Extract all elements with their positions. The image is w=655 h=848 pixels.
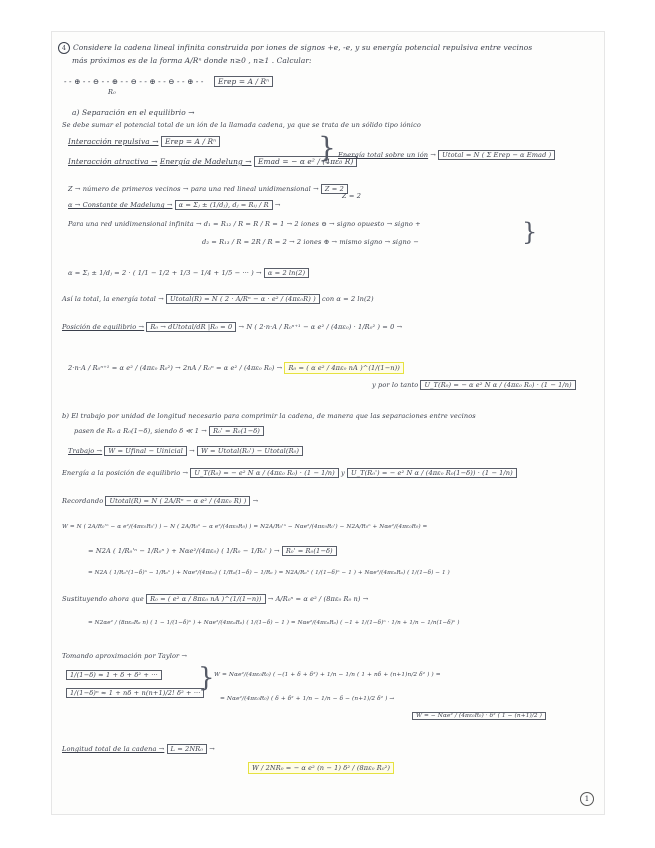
work-expansion-3: = N2A ( 1/R₀ⁿ(1−δ)ⁿ − 1/R₀ⁿ ) + Nαe²/(4πε₀) ( 1/R₀(1−δ) − 1/R₀ ) = N2A/R₀ⁿ ( 1/(1−δ)ⁿ − 1 ) + Nαe²/(4πε₀R₀) ( 1/(1−δ) − 1 ) (88, 570, 450, 576)
work-expansion-4: = N2αe² / (8πε₀R₀ n) ( 1 − 1/(1−δ)ⁿ ) + Nαe²/(4πε₀R₀) ( 1/(1−δ) − 1 ) = Nαe²/(4πε₀R₀) ( −1 + 1/(1−δ)ⁿ · 1/n + 1/n − 1/n(1−δ)ⁿ ) (88, 620, 460, 626)
work-expansion-2-box: R₀' = R₀(1−δ) (282, 546, 337, 556)
work-box: W = Ufinal − Uinicial (104, 446, 187, 456)
work-taylor-2: = Nαe²/(4πε₀R₀) ( δ + δ² + 1/n − 1/n − δ − (n+1)/2 δ² ) → (220, 696, 395, 702)
length-line: Longitud total de la cadena → L = 2NR₀ → (62, 745, 215, 753)
alpha-note: Z = 2 (342, 192, 361, 200)
problem-statement-line-2: más próximos es de la forma A/Rⁿ donde n≥0 , n≥1 . Calcular: (72, 56, 312, 65)
attractive-label: Interacción atractiva → (68, 157, 158, 166)
r0-line (68, 362, 404, 374)
alpha-result-box: α = 2 ln(2) (264, 268, 309, 278)
eq-position-box-2: U_T(R₀') = − e² N α / (4πε₀ R₀(1−δ)) · (1 − 1/n) (347, 468, 517, 478)
final-result-line (248, 762, 394, 774)
substitution-line (62, 594, 368, 604)
attractive-line (68, 156, 357, 167)
equilibrium-box: R₀ → dUtotal/dR |R₀ = 0 (146, 322, 236, 332)
problem-number: 4 (58, 42, 70, 54)
equilibrium-label: Posición de equilibrio → (62, 323, 145, 331)
z-line (68, 184, 348, 194)
recall-line: Recordando Utotal(R) = N ( 2A/Rⁿ − α e² / (4πε₀ R) ) → (62, 497, 259, 505)
substitution-tail: → A/R₀ⁿ = α e² / (8πε₀ R₀ n) → (267, 595, 369, 603)
total-energy-line (62, 294, 374, 304)
attractive-box: Emad = − α e² / (4πε₀ R) (254, 156, 357, 167)
taylor-box-2: 1/(1−δ)ⁿ ≈ 1 + nδ + n(n+1)/2! δ² + ··· (66, 688, 204, 698)
d1-text: d₁ = R₁₂ / R = R / R = 1 → 2 iones ⊖ → signo opuesto → signo + (203, 220, 421, 228)
work-expansion-2 (88, 546, 337, 556)
page-number: 1 (580, 792, 594, 806)
work-taylor-1: W = Nαe²/(4πε₀R₀) ( −(1 + δ + δ²) + 1/n − 1/n ( 1 + nδ + (n+1)n/2 δ² ) ) = (214, 672, 441, 678)
eq-position-label: Energía a la posición de equilibrio → (62, 469, 189, 477)
taylor-box-1: 1/(1−δ) ≈ 1 + δ + δ² + ··· (66, 670, 162, 680)
equilibrium-derivative: → N ( 2·n·A / R₀ⁿ⁺¹ − α e² / (4πε₀) · 1/R₀² ) = 0 → (238, 323, 403, 331)
part-b-heading-2-text: pasen de R₀ a R₀(1−δ), siendo δ ≪ 1 → (74, 427, 207, 435)
total-energy-line-label: Así la total, la energía total → (62, 295, 164, 303)
eq-position-box-1: U_T(R₀) = − e² N α / (4πε₀ R₀) · (1 − 1/n) (190, 468, 338, 478)
compress-box: R₀' = R₀(1−δ) (209, 426, 264, 436)
alpha-label: α → Constante de Madelung → (68, 201, 173, 209)
alpha-sum: α = Σⱼ ± 1/dⱼ = 2 · ( 1/1 − 1/2 + 1/3 − 1/4 + 1/5 − ··· ) → (68, 269, 262, 277)
recall-label: Recordando (62, 497, 104, 505)
taylor-box-1-wrap (66, 670, 162, 680)
work-expansion-1: W = N ( 2A/R₀'ⁿ − α e²/(4πε₀R₀') ) − N ( 2A/R₀ⁿ − α e²/(4πε₀R₀) ) = N2A/R₀'ⁿ − Nαe²/(4πε₀R₀') − N2A/R₀ⁿ + Nαe²/(4πε₀R₀) = (62, 524, 428, 530)
work-box-2: W = Utotal(R₀') − Utotal(R₀) (197, 446, 303, 456)
total-ion-energy: Energía total sobre un ión → Utotal = N ( Σ Erep − α Emad ) (338, 150, 555, 160)
work-label: Trabajo → (68, 447, 103, 455)
repulsive-box: Erep = A / Rⁿ (161, 136, 220, 147)
right-brace-d: } (522, 218, 538, 246)
problem-statement-line-1 (58, 42, 532, 54)
d1-prefix: Para una red unidimensional infinita → (68, 220, 202, 228)
work-expansion-2-text: = N2A ( 1/R₀'ⁿ − 1/R₀ⁿ ) + Nαe²/(4πε₀) ( 1/R₀ − 1/R₀' ) → (88, 547, 280, 555)
d2-line: d₂ = R₁₃ / R = 2R / R = 2 → 2 iones ⊕ → mismo signo → signo − (202, 238, 419, 246)
erep-box: Erep = A / Rⁿ (214, 76, 273, 87)
total-energy-tail: con α = 2 ln(2) (321, 295, 374, 303)
part-b-heading: b) El trabajo por unidad de longitud necesario para comprimir la cadena, de manera que las separaciones entre vecinos (62, 412, 476, 420)
d1-line (68, 220, 421, 228)
right-brace: } (318, 131, 336, 164)
length-box: L = 2NR₀ (167, 744, 207, 754)
alpha-line: α → Constante de Madelung → α = Σⱼ ± (1/dⱼ), dⱼ = Rᵢⱼ / R → (68, 201, 281, 209)
substitution-box: R₀ = ( e² α / 8πε₀ nA )^(1/(1−n)) (146, 594, 265, 604)
repulsive-line (68, 136, 220, 147)
ion-chain-line (64, 76, 273, 87)
statement-text-1: Considere la cadena lineal infinita construida por iones de signos +e, -e, y su energía potencial repulsiva entre vecinos (73, 43, 533, 52)
r0-derivation: 2·n·A / R₀ⁿ⁺¹ = α e² / (4πε₀ R₀²) → 2nA / R₀ⁿ = α e² / (4πε₀ R₀) → (68, 364, 283, 372)
eq-position-line (62, 468, 517, 478)
work-line (68, 446, 303, 456)
eq-position-mid: y (341, 469, 345, 477)
work-taylor-result (412, 712, 546, 720)
z-box: Z = 2 (321, 184, 348, 194)
total-energy-label: Energía total sobre un ión (338, 151, 429, 159)
alpha-box: α = Σⱼ ± (1/dⱼ), dⱼ = Rᵢⱼ / R (175, 200, 273, 210)
total-energy-box: Utotal = N ( Σ Erep − α Emad ) (438, 150, 555, 160)
work-mid: → (189, 447, 195, 455)
ion-chain: - - ⊕ - - ⊖ - - ⊕ - - ⊖ - - ⊕ - - ⊖ - - ⊕ - - (64, 77, 204, 86)
final-result-highlight: W / 2NR₀ = − α e² (n − 1) δ² / (8πε₀ R₀²) (248, 762, 394, 774)
right-brace-taylor: } (198, 663, 215, 693)
attractive-mid: Energía de Madelung → (159, 157, 252, 166)
work-taylor-box: W = − Nαe² / (4πε₀R₀) · δ² ( 1 − (n+1)/2 ) (412, 712, 546, 720)
part-a-intro: Se debe sumar el potencial total de un ión de la llamada cadena, ya que se trata de un sólido tipo iónico (62, 121, 421, 129)
r0-result-highlight: R₀ = ( α e² / 4πε₀ nA )^(1/(1−n)) (284, 362, 403, 374)
notebook-page (52, 32, 604, 814)
z-text: Z → número de primeros vecinos → para una red lineal unidimensional → (68, 185, 319, 193)
part-a-heading: a) Separación en el equilibrio → (72, 108, 195, 117)
length-label: Longitud total de la cadena → (62, 745, 165, 753)
recall-box: Utotal(R) = N ( 2A/Rⁿ − α e² / (4πε₀ R) ) (105, 496, 250, 506)
r0-energy-line (372, 380, 576, 390)
taylor-label: Tomando aproximación por Taylor → (62, 652, 188, 660)
repulsive-label: Interacción repulsiva → (68, 137, 159, 146)
alpha-sum-line (68, 268, 309, 278)
substitution-label: Sustituyendo ahora que (62, 595, 144, 603)
r0-tail: y por lo tanto (372, 381, 419, 389)
total-energy-formula-box: Utotal(R) = N ( 2 · A/Rⁿ − α · e² / (4πε₀R) ) (166, 294, 320, 304)
equilibrium-line (62, 322, 402, 332)
chain-spacing-label: R₀ (108, 88, 116, 96)
taylor-box-2-wrap (66, 688, 204, 698)
u-r0-box: U_T(R₀) = − α e² N α / (4πε₀ R₀) · (1 − 1/n) (420, 380, 575, 390)
part-b-heading-2 (74, 426, 264, 436)
